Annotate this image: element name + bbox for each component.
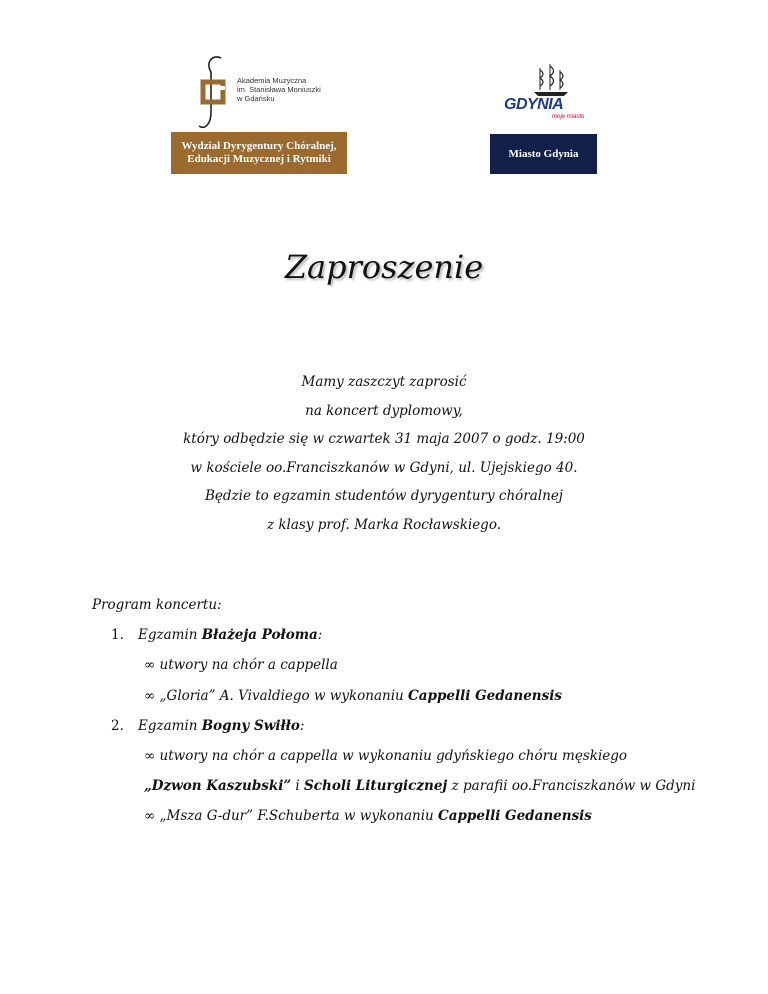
intro-line: w kościele oo.Franciszkanów w Gdyni, ul. Ujejskiego 40.	[190, 459, 578, 476]
item-number: 1.	[111, 627, 124, 643]
student-name: Błażeja Połoma	[201, 627, 318, 643]
intro-line: Mamy zaszczyt zaprosić	[301, 374, 467, 390]
student-name: Bogny Swiłło	[201, 718, 300, 734]
gdynia-logo	[490, 62, 597, 174]
program-bullet	[144, 748, 627, 764]
infinity-icon: ∞	[144, 688, 156, 704]
gdynia-tagline: moje miasto	[552, 114, 585, 120]
item-suffix: :	[317, 627, 323, 643]
performer-name: Cappelli Gedanensis	[438, 808, 592, 824]
academy-line-2: im. Stanisława Moniuszki	[237, 85, 321, 94]
item-prefix: Egzamin	[138, 718, 202, 734]
program-bullet	[144, 657, 338, 673]
faculty-line-2: Edukacji Muzycznej i Rytmiki	[187, 153, 331, 165]
academy-line-3: w Gdańsku	[237, 94, 275, 103]
program-bullet	[144, 808, 592, 824]
performer-name: Scholi Liturgicznej	[304, 778, 448, 794]
faculty-line-1: Wydział Dyrygentury Chóralnej,	[181, 140, 337, 152]
bullet-text: z parafii oo.Franciszkanów w Gdyni	[447, 778, 696, 794]
infinity-icon: ∞	[144, 748, 156, 764]
academy-name	[237, 76, 321, 103]
program-bullet-continuation	[144, 778, 695, 794]
item-prefix: Egzamin	[138, 627, 202, 643]
program-item-1	[138, 627, 322, 643]
faculty-band	[171, 132, 347, 174]
gdynia-wordmark: GDYNIA	[504, 96, 564, 113]
academy-emblem-icon	[183, 52, 243, 132]
intro-line: Będzie to egzamin studentów dyrygentury chóralnej	[204, 488, 563, 504]
program-heading: Program koncertu:	[92, 597, 222, 613]
academy-line-1: Akademia Muzyczna	[237, 76, 307, 85]
program-item-2	[138, 718, 304, 734]
intro-line: który odbędzie się w czwartek 31 maja 2007 o godz. 19:00	[183, 431, 585, 447]
bullet-text: „Gloria” A. Vivaldiego w wykonaniu	[155, 688, 409, 704]
academy-logo	[171, 52, 347, 174]
program-bullet	[144, 688, 562, 704]
infinity-icon: ∞	[144, 808, 156, 824]
performer-name: Cappelli Gedanensis	[408, 688, 562, 704]
intro-line: na koncert dyplomowy,	[305, 402, 463, 419]
bullet-text: utwory na chór a cappella w wykonaniu gdyńskiego chóru męskiego	[155, 748, 628, 764]
bullet-text: i	[291, 778, 305, 794]
performer-name: „Dzwon Kaszubski”	[144, 778, 292, 794]
invitation-text	[0, 368, 768, 539]
intro-line: z klasy prof. Marka Rocławskiego.	[266, 516, 502, 533]
ship-sails-icon	[526, 62, 576, 98]
bullet-text: „Msza G-dur” F.Schuberta w wykonaniu	[155, 808, 438, 824]
bullet-text: utwory na chór a cappella	[155, 657, 338, 673]
page-title: Zaproszenie	[284, 248, 484, 286]
infinity-icon: ∞	[144, 657, 156, 673]
academy-logo-top	[171, 52, 347, 132]
item-suffix: :	[299, 718, 305, 734]
city-band: Miasto Gdynia	[490, 134, 597, 174]
item-number: 2.	[111, 718, 124, 734]
